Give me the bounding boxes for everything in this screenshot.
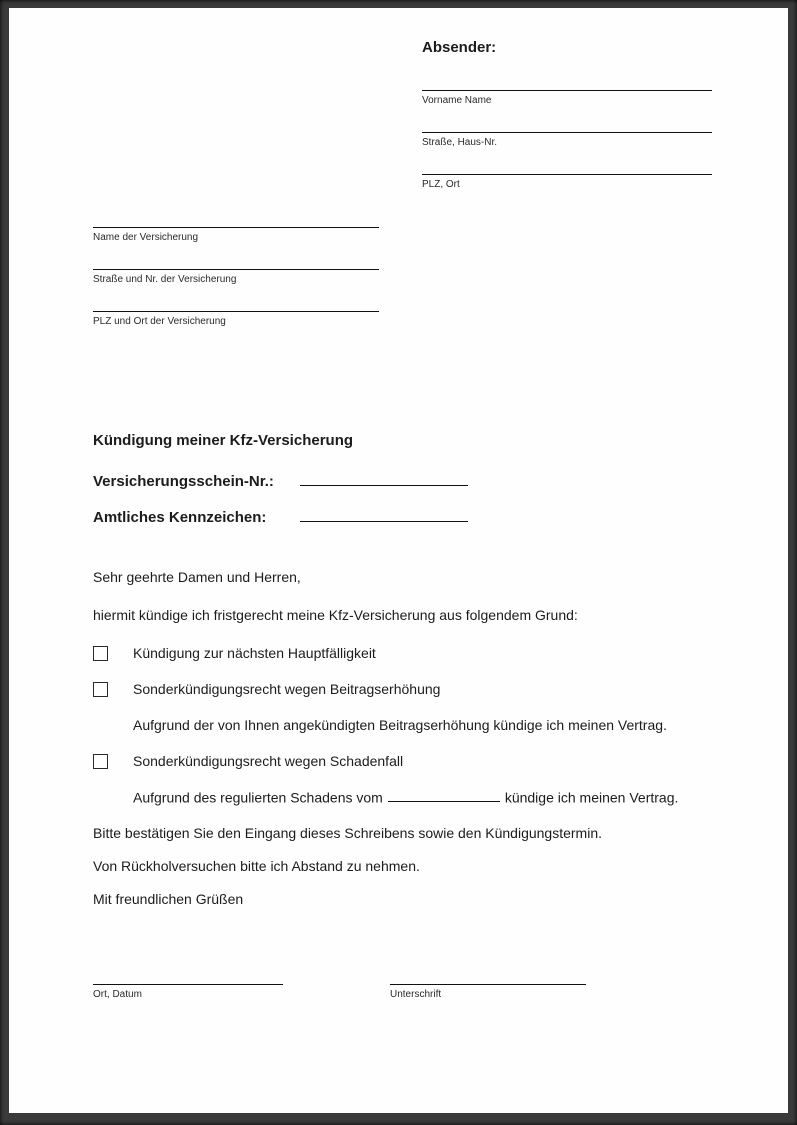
signature-field [390, 984, 586, 1000]
sender-street-blank-line[interactable] [422, 132, 712, 133]
license-plate-row [93, 508, 713, 525]
sender-block [422, 39, 712, 216]
intro-text: hiermit kündige ich fristgerecht meine Kfz-Versicherung aus folgendem Grund: [93, 606, 578, 623]
option-row-hauptfaelligkeit [93, 645, 713, 662]
letter-page [9, 8, 788, 1113]
subject-line: Kündigung meiner Kfz-Versicherung [93, 432, 354, 449]
sender-city-blank-line[interactable] [422, 174, 712, 175]
insurer-name-field [93, 227, 379, 243]
signature-blank-line[interactable] [390, 984, 586, 985]
license-plate-blank-line[interactable] [300, 508, 468, 521]
signature-block [93, 984, 713, 1000]
salutation-text: Sehr geehrte Damen und Herren, [93, 568, 301, 585]
policy-number-label: Versicherungsschein-Nr.: [93, 473, 274, 491]
insurer-street-blank-line[interactable] [93, 269, 379, 270]
insurer-street-label: Straße und Nr. der Versicherung [93, 274, 237, 285]
policy-number-blank-line[interactable] [300, 473, 468, 486]
option-label-schadenfall: Sonderkündigungsrecht wegen Schadenfall [133, 752, 404, 769]
sender-city-label: PLZ, Ort [422, 179, 460, 190]
note-beitragserhoehung: Aufgrund der von Ihnen angekündigten Beitragserhöhung kündige ich meinen Vertrag. [133, 716, 667, 733]
place-date-field [93, 984, 283, 1000]
damage-date-blank-line[interactable] [388, 789, 500, 802]
letter-body [93, 432, 713, 924]
insurer-name-blank-line[interactable] [93, 227, 379, 228]
note-schadenfall [133, 789, 713, 806]
place-date-blank-line[interactable] [93, 984, 283, 985]
closing-no-retention-text: Von Rückholversuchen bitte ich Abstand zu nehmen. [93, 857, 420, 874]
note-schadenfall-before: Aufgrund des regulierten Schadens vom [133, 788, 383, 805]
insurer-street-field [93, 269, 379, 285]
checkbox-schadenfall[interactable] [93, 754, 108, 769]
sender-name-label: Vorname Name [422, 95, 492, 106]
signature-label: Unterschrift [390, 989, 442, 1000]
place-date-label: Ort, Datum [93, 989, 142, 1000]
closing-regards-text: Mit freundlichen Grüßen [93, 890, 244, 907]
recipient-block [93, 227, 379, 353]
insurer-city-label: PLZ und Ort der Versicherung [93, 316, 226, 327]
option-row-schadenfall [93, 753, 713, 770]
option-label-hauptfaelligkeit: Kündigung zur nächsten Hauptfälligkeit [133, 644, 376, 661]
sender-street-label: Straße, Haus-Nr. [422, 137, 498, 148]
note-schadenfall-after: kündige ich meinen Vertrag. [504, 788, 679, 805]
option-label-beitragserhoehung: Sonderkündigungsrecht wegen Beitragserhöhung [133, 680, 441, 697]
sender-street-field [422, 132, 712, 148]
sender-name-blank-line[interactable] [422, 90, 712, 91]
checkbox-beitragserhoehung[interactable] [93, 682, 108, 697]
closing-confirmation-text: Bitte bestätigen Sie den Eingang dieses Schreibens sowie den Kündigungstermin. [93, 824, 602, 841]
sender-name-field [422, 90, 712, 106]
sender-heading: Absender: [422, 39, 497, 56]
sender-city-field [422, 174, 712, 190]
option-row-beitragserhoehung [93, 681, 713, 698]
checkbox-hauptfaelligkeit[interactable] [93, 646, 108, 661]
policy-number-row [93, 473, 713, 490]
insurer-city-blank-line[interactable] [93, 311, 379, 312]
license-plate-label: Amtliches Kennzeichen: [93, 508, 267, 526]
insurer-name-label: Name der Versicherung [93, 232, 199, 243]
insurer-city-field [93, 311, 379, 327]
